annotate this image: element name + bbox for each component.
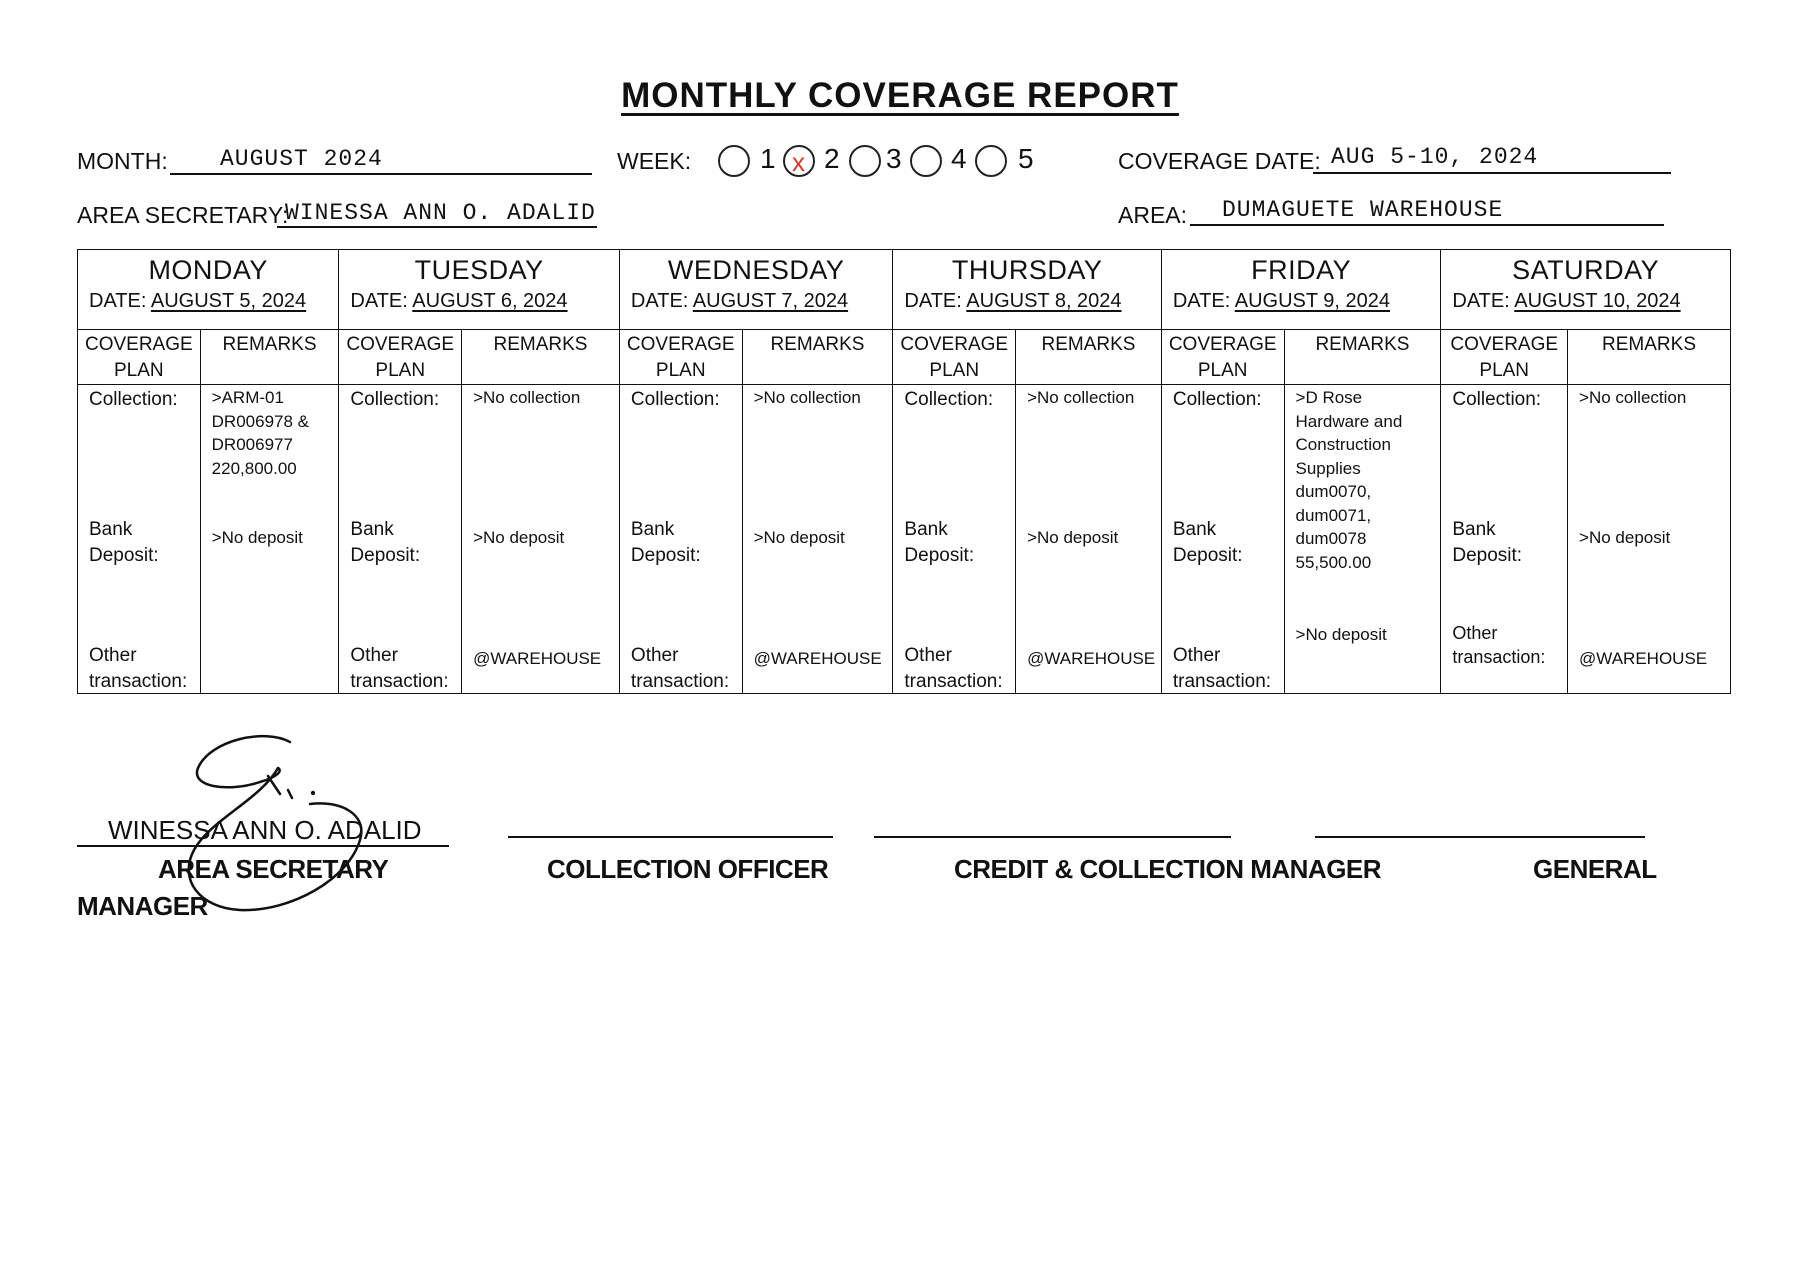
remark-collection: >No collection <box>753 388 861 407</box>
plan-cell-wednesday <box>619 385 742 694</box>
day-header-friday <box>1161 250 1441 330</box>
area-label: AREA: <box>1118 202 1188 228</box>
remark-collection: >No collection <box>1579 388 1687 407</box>
coverage-date-label: COVERAGE DATE: <box>1118 148 1321 174</box>
role-collection-officer: COLLECTION OFFICER <box>547 854 829 884</box>
coverage-date-value: AUG 5-10, 2024 <box>1331 144 1539 170</box>
day-header-thursday <box>893 250 1161 330</box>
plan-other-transaction: Other transaction: <box>1452 623 1546 667</box>
remarks-cell-thursday <box>1016 385 1162 694</box>
month-label: MONTH: <box>77 148 168 174</box>
remark-other: @WAREHOUSE <box>473 649 602 668</box>
week-option-5: 5 <box>1018 143 1034 174</box>
day-name: SATURDAY <box>1512 255 1660 285</box>
plan-other-transaction: Other transaction: <box>630 645 730 692</box>
remark-other: @WAREHOUSE <box>1579 649 1708 668</box>
day-name: TUESDAY <box>414 255 544 285</box>
plan-bank-deposit: Bank Deposit: <box>350 519 421 566</box>
plan-other-transaction: Other transaction: <box>1172 645 1272 692</box>
week-option-4: 4 <box>951 143 967 174</box>
plan-bank-deposit: Bank Deposit: <box>630 519 701 566</box>
role-credit-collection-manager: CREDIT & COLLECTION MANAGER <box>954 854 1382 884</box>
plan-cell-tuesday <box>339 385 462 694</box>
remarks-header: REMARKS <box>462 330 620 385</box>
coverage-table <box>77 249 1731 694</box>
plan-collection: Collection: <box>1452 389 1542 410</box>
day-date: DATE: AUGUST 10, 2024 <box>1452 290 1681 312</box>
week-selector[interactable] <box>718 143 1038 179</box>
report-title: MONTHLY COVERAGE REPORT <box>621 76 1179 115</box>
coverage-plan-header: COVERAGE PLAN <box>1441 330 1568 385</box>
plan-cell-saturday <box>1441 385 1568 694</box>
remarks-header: REMARKS <box>1016 330 1162 385</box>
area-value: DUMAGUETE WAREHOUSE <box>1222 197 1504 223</box>
plan-collection: Collection: <box>350 389 440 410</box>
remarks-header: REMARKS <box>742 330 893 385</box>
plan-other-transaction: Other transaction: <box>904 645 1003 692</box>
day-date: DATE: AUGUST 9, 2024 <box>1172 290 1390 312</box>
day-name: MONDAY <box>148 255 268 285</box>
secretary-printed-name: WINESSA ANN O. ADALID <box>108 815 422 845</box>
plan-collection: Collection: <box>1172 389 1262 410</box>
plan-bank-deposit: Bank Deposit: <box>1172 519 1243 566</box>
week-selected-mark: x <box>792 147 805 177</box>
day-date: DATE: AUGUST 5, 2024 <box>89 290 307 312</box>
plan-other-transaction: Other transaction: <box>89 645 188 692</box>
remarks-cell-friday <box>1284 385 1441 694</box>
remark-other: @WAREHOUSE <box>1027 649 1156 668</box>
area-secretary-label: AREA SECRETARY: <box>77 202 289 228</box>
coverage-plan-header: COVERAGE PLAN <box>619 330 742 385</box>
remark-collection: >No collection <box>473 388 581 407</box>
month-value: AUGUST 2024 <box>220 146 383 172</box>
week-option-2: 2 <box>824 143 840 174</box>
role-general: GENERAL <box>1533 854 1657 884</box>
plan-bank-deposit: Bank Deposit: <box>904 519 975 566</box>
remark-deposit: >No deposit <box>753 528 845 547</box>
signature-line-general-manager <box>1315 834 1645 838</box>
plan-cell-friday <box>1161 385 1284 694</box>
day-name: FRIDAY <box>1251 255 1352 285</box>
day-date: DATE: AUGUST 6, 2024 <box>350 290 568 312</box>
day-header-saturday <box>1441 250 1731 330</box>
plan-bank-deposit: Bank Deposit: <box>89 519 159 566</box>
plan-bank-deposit: Bank Deposit: <box>1452 519 1523 566</box>
week-radio-3[interactable] <box>849 145 881 177</box>
remark-deposit: >No deposit <box>1027 528 1119 547</box>
signature-line-collection-officer <box>508 834 833 838</box>
day-date: DATE: AUGUST 8, 2024 <box>904 290 1122 312</box>
remark-collection: >No collection <box>1027 388 1135 407</box>
signature-line-credit-manager <box>874 834 1231 838</box>
remarks-cell-wednesday <box>742 385 893 694</box>
week-radio-5[interactable] <box>975 145 1007 177</box>
remark-collection: >D Rose Hardware and Construction Supplies dum0070, dum0071, dum0078 55,500.00 <box>1295 388 1403 572</box>
remark-deposit: >No deposit <box>1295 625 1387 644</box>
remark-collection: >ARM-01 DR006978 & DR006977 220,800.00 <box>211 388 309 478</box>
week-option-3: 3 <box>886 143 902 174</box>
coverage-plan-header: COVERAGE PLAN <box>339 330 462 385</box>
day-header-tuesday <box>339 250 620 330</box>
area-secretary-value: WINESSA ANN O. ADALID <box>285 200 596 226</box>
column-header-row <box>78 330 1731 385</box>
remark-deposit: >No deposit <box>211 528 303 547</box>
remarks-cell-saturday <box>1568 385 1731 694</box>
day-name: WEDNESDAY <box>667 255 845 285</box>
week-option-1: 1 <box>760 143 776 174</box>
plan-collection: Collection: <box>904 389 994 410</box>
remark-deposit: >No deposit <box>1579 528 1671 547</box>
coverage-plan-header: COVERAGE PLAN <box>78 330 201 385</box>
remarks-header: REMARKS <box>1568 330 1731 385</box>
coverage-plan-header: COVERAGE PLAN <box>1161 330 1284 385</box>
remarks-header: REMARKS <box>200 330 339 385</box>
plan-collection: Collection: <box>89 389 178 410</box>
week-radio-4[interactable] <box>910 145 942 177</box>
coverage-plan-header: COVERAGE PLAN <box>893 330 1016 385</box>
coverage-body-row <box>78 385 1731 694</box>
remark-other: @WAREHOUSE <box>753 649 882 668</box>
plan-cell-monday <box>78 385 201 694</box>
day-name: THURSDAY <box>951 255 1103 285</box>
role-manager: MANAGER <box>77 891 208 921</box>
plan-cell-thursday <box>893 385 1016 694</box>
remarks-cell-tuesday <box>462 385 620 694</box>
signature-line-secretary <box>77 843 449 847</box>
week-radio-1[interactable] <box>718 145 750 177</box>
day-header-wednesday <box>619 250 892 330</box>
remarks-header: REMARKS <box>1284 330 1441 385</box>
week-label: WEEK: <box>617 148 692 174</box>
plan-collection: Collection: <box>630 389 720 410</box>
role-area-secretary: AREA SECRETARY <box>158 854 389 884</box>
day-header-monday <box>78 250 339 330</box>
day-header-row <box>78 250 1731 330</box>
remarks-cell-monday <box>200 385 339 694</box>
remark-deposit: >No deposit <box>473 528 565 547</box>
day-date: DATE: AUGUST 7, 2024 <box>630 290 849 312</box>
plan-other-transaction: Other transaction: <box>350 645 449 692</box>
